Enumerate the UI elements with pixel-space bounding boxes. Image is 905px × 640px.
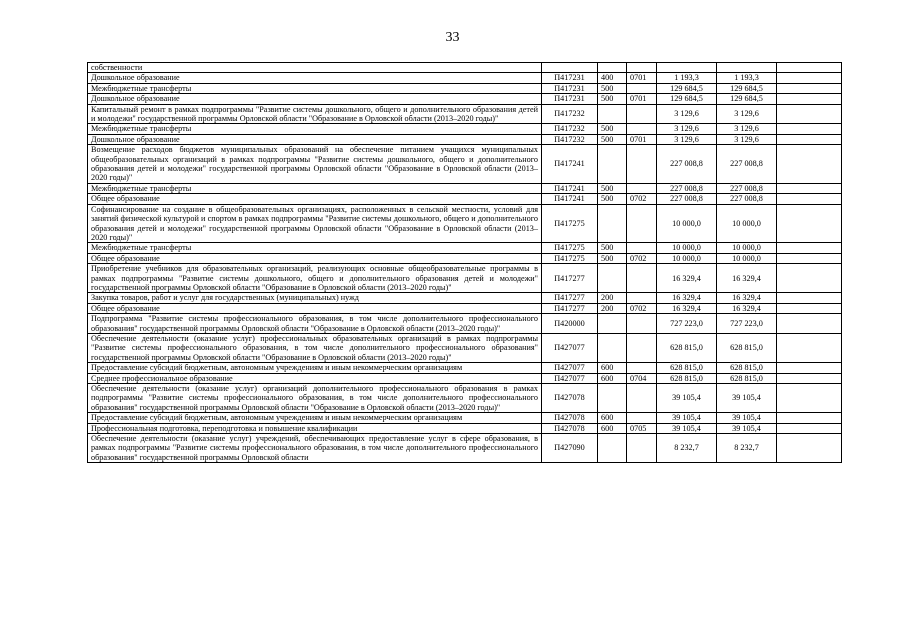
row-sum-1-cell: 16 329,4 xyxy=(657,264,717,293)
row-code-cell: П417241 xyxy=(542,145,598,184)
row-name-cell: Общее образование xyxy=(88,194,542,204)
row-code-cell: П417275 xyxy=(542,253,598,263)
row-sum-2-cell: 16 329,4 xyxy=(717,293,777,303)
row-expense-type-cell xyxy=(598,384,627,413)
row-empty-cell xyxy=(777,314,842,334)
row-section-cell: 0702 xyxy=(627,303,657,313)
row-code-cell: П417231 xyxy=(542,94,598,104)
row-name-cell: Предоставление субсидий бюджетным, автономным учреждениям и иным некоммерческим организациям xyxy=(88,363,542,373)
row-empty-cell xyxy=(777,384,842,413)
row-code-cell: П417277 xyxy=(542,303,598,313)
row-code-cell: П417277 xyxy=(542,293,598,303)
row-sum-2-cell: 1 193,3 xyxy=(717,73,777,83)
row-sum-1-cell: 3 129,6 xyxy=(657,124,717,134)
table-row xyxy=(88,303,842,313)
row-name-cell: Капитальный ремонт в рамках подпрограммы "Развитие системы дошкольного, общего и дополнительного образования детей и молодежи" государственной программы Орловской области "Образование в Орловской области (2013–2020 годы)" xyxy=(88,104,542,124)
row-empty-cell xyxy=(777,264,842,293)
row-sum-2-cell: 628 815,0 xyxy=(717,373,777,383)
row-sum-1-cell: 628 815,0 xyxy=(657,363,717,373)
row-name-cell: Межбюджетные трансферты xyxy=(88,83,542,93)
row-code-cell: П417241 xyxy=(542,194,598,204)
table-row xyxy=(88,83,842,93)
row-expense-type-cell: 500 xyxy=(598,124,627,134)
row-name-cell: Закупка товаров, работ и услуг для государственных (муниципальных) нужд xyxy=(88,293,542,303)
row-section-cell xyxy=(627,434,657,463)
row-expense-type-cell xyxy=(598,63,627,73)
row-empty-cell xyxy=(777,303,842,313)
row-sum-2-cell: 227 008,8 xyxy=(717,145,777,184)
row-name-cell: Профессиональная подготовка, переподготовка и повышение квалификации xyxy=(88,423,542,433)
row-sum-1-cell: 10 000,0 xyxy=(657,204,717,243)
row-sum-1-cell xyxy=(657,63,717,73)
row-code-cell: П427077 xyxy=(542,373,598,383)
table-row xyxy=(88,434,842,463)
row-code-cell: П417232 xyxy=(542,104,598,124)
table-row xyxy=(88,264,842,293)
row-sum-2-cell: 129 684,5 xyxy=(717,94,777,104)
row-sum-1-cell: 227 008,8 xyxy=(657,194,717,204)
row-name-cell: Софинансирование на создание в общеобразовательных организациях, расположенных в сельской местности, условий для занятий физической культурой и спортом в рамках подпрограммы "Развитие системы дошкольного, общего и дополнительного образования детей и молодежи" государственной программы Орловской области "Образование в Орловской области (2013–2020 годы)" xyxy=(88,204,542,243)
row-section-cell xyxy=(627,243,657,253)
row-sum-2-cell: 39 105,4 xyxy=(717,423,777,433)
row-section-cell xyxy=(627,314,657,334)
table-row xyxy=(88,63,842,73)
row-expense-type-cell: 200 xyxy=(598,293,627,303)
row-sum-2-cell: 227 008,8 xyxy=(717,183,777,193)
row-code-cell: П417241 xyxy=(542,183,598,193)
row-section-cell xyxy=(627,63,657,73)
row-section-cell xyxy=(627,363,657,373)
row-sum-2-cell: 727 223,0 xyxy=(717,314,777,334)
row-section-cell xyxy=(627,384,657,413)
row-code-cell: П427077 xyxy=(542,363,598,373)
row-sum-1-cell: 10 000,0 xyxy=(657,253,717,263)
row-code-cell: П417231 xyxy=(542,73,598,83)
table-row xyxy=(88,363,842,373)
table-row xyxy=(88,314,842,334)
row-expense-type-cell: 600 xyxy=(598,413,627,423)
row-sum-1-cell: 10 000,0 xyxy=(657,243,717,253)
row-sum-2-cell: 628 815,0 xyxy=(717,363,777,373)
row-sum-2-cell: 39 105,4 xyxy=(717,413,777,423)
row-code-cell xyxy=(542,63,598,73)
table-row xyxy=(88,145,842,184)
row-expense-type-cell: 500 xyxy=(598,243,627,253)
row-section-cell xyxy=(627,293,657,303)
row-name-cell: Межбюджетные трансферты xyxy=(88,124,542,134)
row-sum-2-cell: 16 329,4 xyxy=(717,303,777,313)
row-empty-cell xyxy=(777,363,842,373)
row-empty-cell xyxy=(777,183,842,193)
row-section-cell xyxy=(627,204,657,243)
row-sum-1-cell: 227 008,8 xyxy=(657,145,717,184)
row-sum-2-cell: 16 329,4 xyxy=(717,264,777,293)
row-empty-cell xyxy=(777,194,842,204)
row-name-cell: Общее образование xyxy=(88,253,542,263)
row-section-cell: 0702 xyxy=(627,194,657,204)
row-expense-type-cell xyxy=(598,204,627,243)
row-empty-cell xyxy=(777,94,842,104)
row-sum-2-cell: 3 129,6 xyxy=(717,134,777,144)
table-row xyxy=(88,423,842,433)
row-sum-1-cell: 129 684,5 xyxy=(657,94,717,104)
row-section-cell: 0701 xyxy=(627,94,657,104)
row-name-cell: Дошкольное образование xyxy=(88,73,542,83)
row-expense-type-cell: 600 xyxy=(598,363,627,373)
row-empty-cell xyxy=(777,83,842,93)
row-empty-cell xyxy=(777,145,842,184)
row-name-cell: Межбюджетные трансферты xyxy=(88,243,542,253)
row-empty-cell xyxy=(777,204,842,243)
row-expense-type-cell: 500 xyxy=(598,183,627,193)
row-empty-cell xyxy=(777,134,842,144)
row-section-cell xyxy=(627,124,657,134)
table-row xyxy=(88,243,842,253)
page-number: 33 xyxy=(445,30,460,45)
row-expense-type-cell: 200 xyxy=(598,303,627,313)
row-sum-2-cell: 129 684,5 xyxy=(717,83,777,93)
row-code-cell: П427078 xyxy=(542,423,598,433)
row-expense-type-cell: 500 xyxy=(598,134,627,144)
row-sum-2-cell: 39 105,4 xyxy=(717,384,777,413)
row-sum-2-cell: 227 008,8 xyxy=(717,194,777,204)
table-row xyxy=(88,183,842,193)
row-section-cell: 0704 xyxy=(627,373,657,383)
table-row xyxy=(88,293,842,303)
row-section-cell xyxy=(627,333,657,362)
row-code-cell: П417232 xyxy=(542,134,598,144)
row-code-cell: П427078 xyxy=(542,413,598,423)
row-empty-cell xyxy=(777,124,842,134)
table-row xyxy=(88,73,842,83)
row-code-cell: П427077 xyxy=(542,333,598,362)
table-row xyxy=(88,124,842,134)
row-sum-2-cell: 3 129,6 xyxy=(717,104,777,124)
row-sum-2-cell: 628 815,0 xyxy=(717,333,777,362)
row-empty-cell xyxy=(777,73,842,83)
row-empty-cell xyxy=(777,333,842,362)
row-section-cell xyxy=(627,264,657,293)
table-row xyxy=(88,384,842,413)
row-code-cell: П427090 xyxy=(542,434,598,463)
row-sum-1-cell: 227 008,8 xyxy=(657,183,717,193)
row-name-cell: Дошкольное образование xyxy=(88,134,542,144)
row-sum-1-cell: 3 129,6 xyxy=(657,104,717,124)
row-sum-2-cell: 10 000,0 xyxy=(717,204,777,243)
row-sum-1-cell: 628 815,0 xyxy=(657,373,717,383)
row-section-cell xyxy=(627,413,657,423)
row-sum-1-cell: 3 129,6 xyxy=(657,134,717,144)
row-section-cell: 0705 xyxy=(627,423,657,433)
table-row xyxy=(88,194,842,204)
row-expense-type-cell xyxy=(598,145,627,184)
row-empty-cell xyxy=(777,373,842,383)
row-sum-2-cell: 10 000,0 xyxy=(717,243,777,253)
row-code-cell: П417231 xyxy=(542,83,598,93)
row-sum-1-cell: 39 105,4 xyxy=(657,423,717,433)
row-expense-type-cell: 500 xyxy=(598,94,627,104)
row-empty-cell xyxy=(777,434,842,463)
row-section-cell: 0701 xyxy=(627,73,657,83)
row-empty-cell xyxy=(777,253,842,263)
row-expense-type-cell xyxy=(598,434,627,463)
row-empty-cell xyxy=(777,63,842,73)
row-sum-1-cell: 39 105,4 xyxy=(657,413,717,423)
row-name-cell: Подпрограмма "Развитие системы профессионального образования, в том числе дополнительного профессионального образования" государственной программы Орловской области "Образование в Орловской области (2013–2020 годы)" xyxy=(88,314,542,334)
table-row xyxy=(88,104,842,124)
row-section-cell xyxy=(627,104,657,124)
table-row xyxy=(88,134,842,144)
row-sum-1-cell: 16 329,4 xyxy=(657,293,717,303)
row-section-cell: 0702 xyxy=(627,253,657,263)
row-expense-type-cell: 400 xyxy=(598,73,627,83)
table-row xyxy=(88,413,842,423)
row-sum-2-cell: 8 232,7 xyxy=(717,434,777,463)
row-sum-1-cell: 16 329,4 xyxy=(657,303,717,313)
table-row xyxy=(88,253,842,263)
row-code-cell: П417277 xyxy=(542,264,598,293)
row-empty-cell xyxy=(777,243,842,253)
row-expense-type-cell: 600 xyxy=(598,423,627,433)
table-row xyxy=(88,94,842,104)
row-sum-1-cell: 129 684,5 xyxy=(657,83,717,93)
row-empty-cell xyxy=(777,413,842,423)
row-section-cell xyxy=(627,183,657,193)
row-code-cell: П417232 xyxy=(542,124,598,134)
row-sum-2-cell xyxy=(717,63,777,73)
budget-table xyxy=(87,62,842,463)
row-name-cell: Общее образование xyxy=(88,303,542,313)
row-name-cell: Среднее профессиональное образование xyxy=(88,373,542,383)
table-row xyxy=(88,204,842,243)
row-expense-type-cell xyxy=(598,314,627,334)
row-sum-1-cell: 1 193,3 xyxy=(657,73,717,83)
table-row xyxy=(88,333,842,362)
row-section-cell xyxy=(627,83,657,93)
row-expense-type-cell xyxy=(598,264,627,293)
row-expense-type-cell: 500 xyxy=(598,194,627,204)
row-empty-cell xyxy=(777,293,842,303)
row-empty-cell xyxy=(777,423,842,433)
row-section-cell: 0701 xyxy=(627,134,657,144)
row-expense-type-cell: 500 xyxy=(598,253,627,263)
row-sum-1-cell: 727 223,0 xyxy=(657,314,717,334)
row-name-cell: Обеспечение деятельности (оказание услуг) учреждений, обеспечивающих предоставление услуг в сфере образования, в рамках подпрограммы "Развитие системы профессионального образования, в том числе дополнительного профессионального образования" государственной программы Орловской области xyxy=(88,434,542,463)
row-name-cell: Приобретение учебников для образовательных организаций, реализующих основные общеобразовательные программы в рамках подпрограммы "Развитие системы дошкольного, общего и дополнительного образования детей и молодежи" государственной программы Орловской области "Образование в Орловской области (2013–2020 годы)" xyxy=(88,264,542,293)
row-sum-1-cell: 8 232,7 xyxy=(657,434,717,463)
row-sum-2-cell: 10 000,0 xyxy=(717,253,777,263)
row-name-cell: Обеспечение деятельности (оказание услуг) организаций дополнительного профессионального образования в рамках подпрограммы "Развитие системы профессионального образования, в том числе дополнительного профессионального образования" государственной программы Орловской области "Образование в Орловской области (2013–2020 годы)" xyxy=(88,384,542,413)
row-code-cell: П427078 xyxy=(542,384,598,413)
row-name-cell: Возмещение расходов бюджетов муниципальных образований на обеспечение питанием учащихся муниципальных общеобразовательных организаций в рамках подпрограммы "Развитие системы дошкольного, общего и дополнительного образования детей и молодежи" государственной программы Орловской области "Образование в Орловской области (2013–2020 годы)" xyxy=(88,145,542,184)
row-expense-type-cell: 600 xyxy=(598,373,627,383)
row-section-cell xyxy=(627,145,657,184)
row-sum-2-cell: 3 129,6 xyxy=(717,124,777,134)
row-name-cell: Обеспечение деятельности (оказание услуг) профессиональных образовательных организаций в рамках подпрограммы "Развитие системы профессионального образования, в том числе дополнительного профессионального образования" государственной программы Орловской области "Образование в Орловской области (2013–2020 годы)" xyxy=(88,333,542,362)
row-name-cell: Дошкольное образование xyxy=(88,94,542,104)
row-sum-1-cell: 39 105,4 xyxy=(657,384,717,413)
row-name-cell: Предоставление субсидий бюджетным, автономным учреждениям и иным некоммерческим организациям xyxy=(88,413,542,423)
row-expense-type-cell xyxy=(598,104,627,124)
row-expense-type-cell: 500 xyxy=(598,83,627,93)
row-sum-1-cell: 628 815,0 xyxy=(657,333,717,362)
table-body xyxy=(88,63,842,463)
row-empty-cell xyxy=(777,104,842,124)
row-name-cell: Межбюджетные трансферты xyxy=(88,183,542,193)
row-code-cell: П420000 xyxy=(542,314,598,334)
row-code-cell: П417275 xyxy=(542,243,598,253)
table-row xyxy=(88,373,842,383)
row-code-cell: П417275 xyxy=(542,204,598,243)
row-expense-type-cell xyxy=(598,333,627,362)
row-name-cell: собственности xyxy=(88,63,542,73)
